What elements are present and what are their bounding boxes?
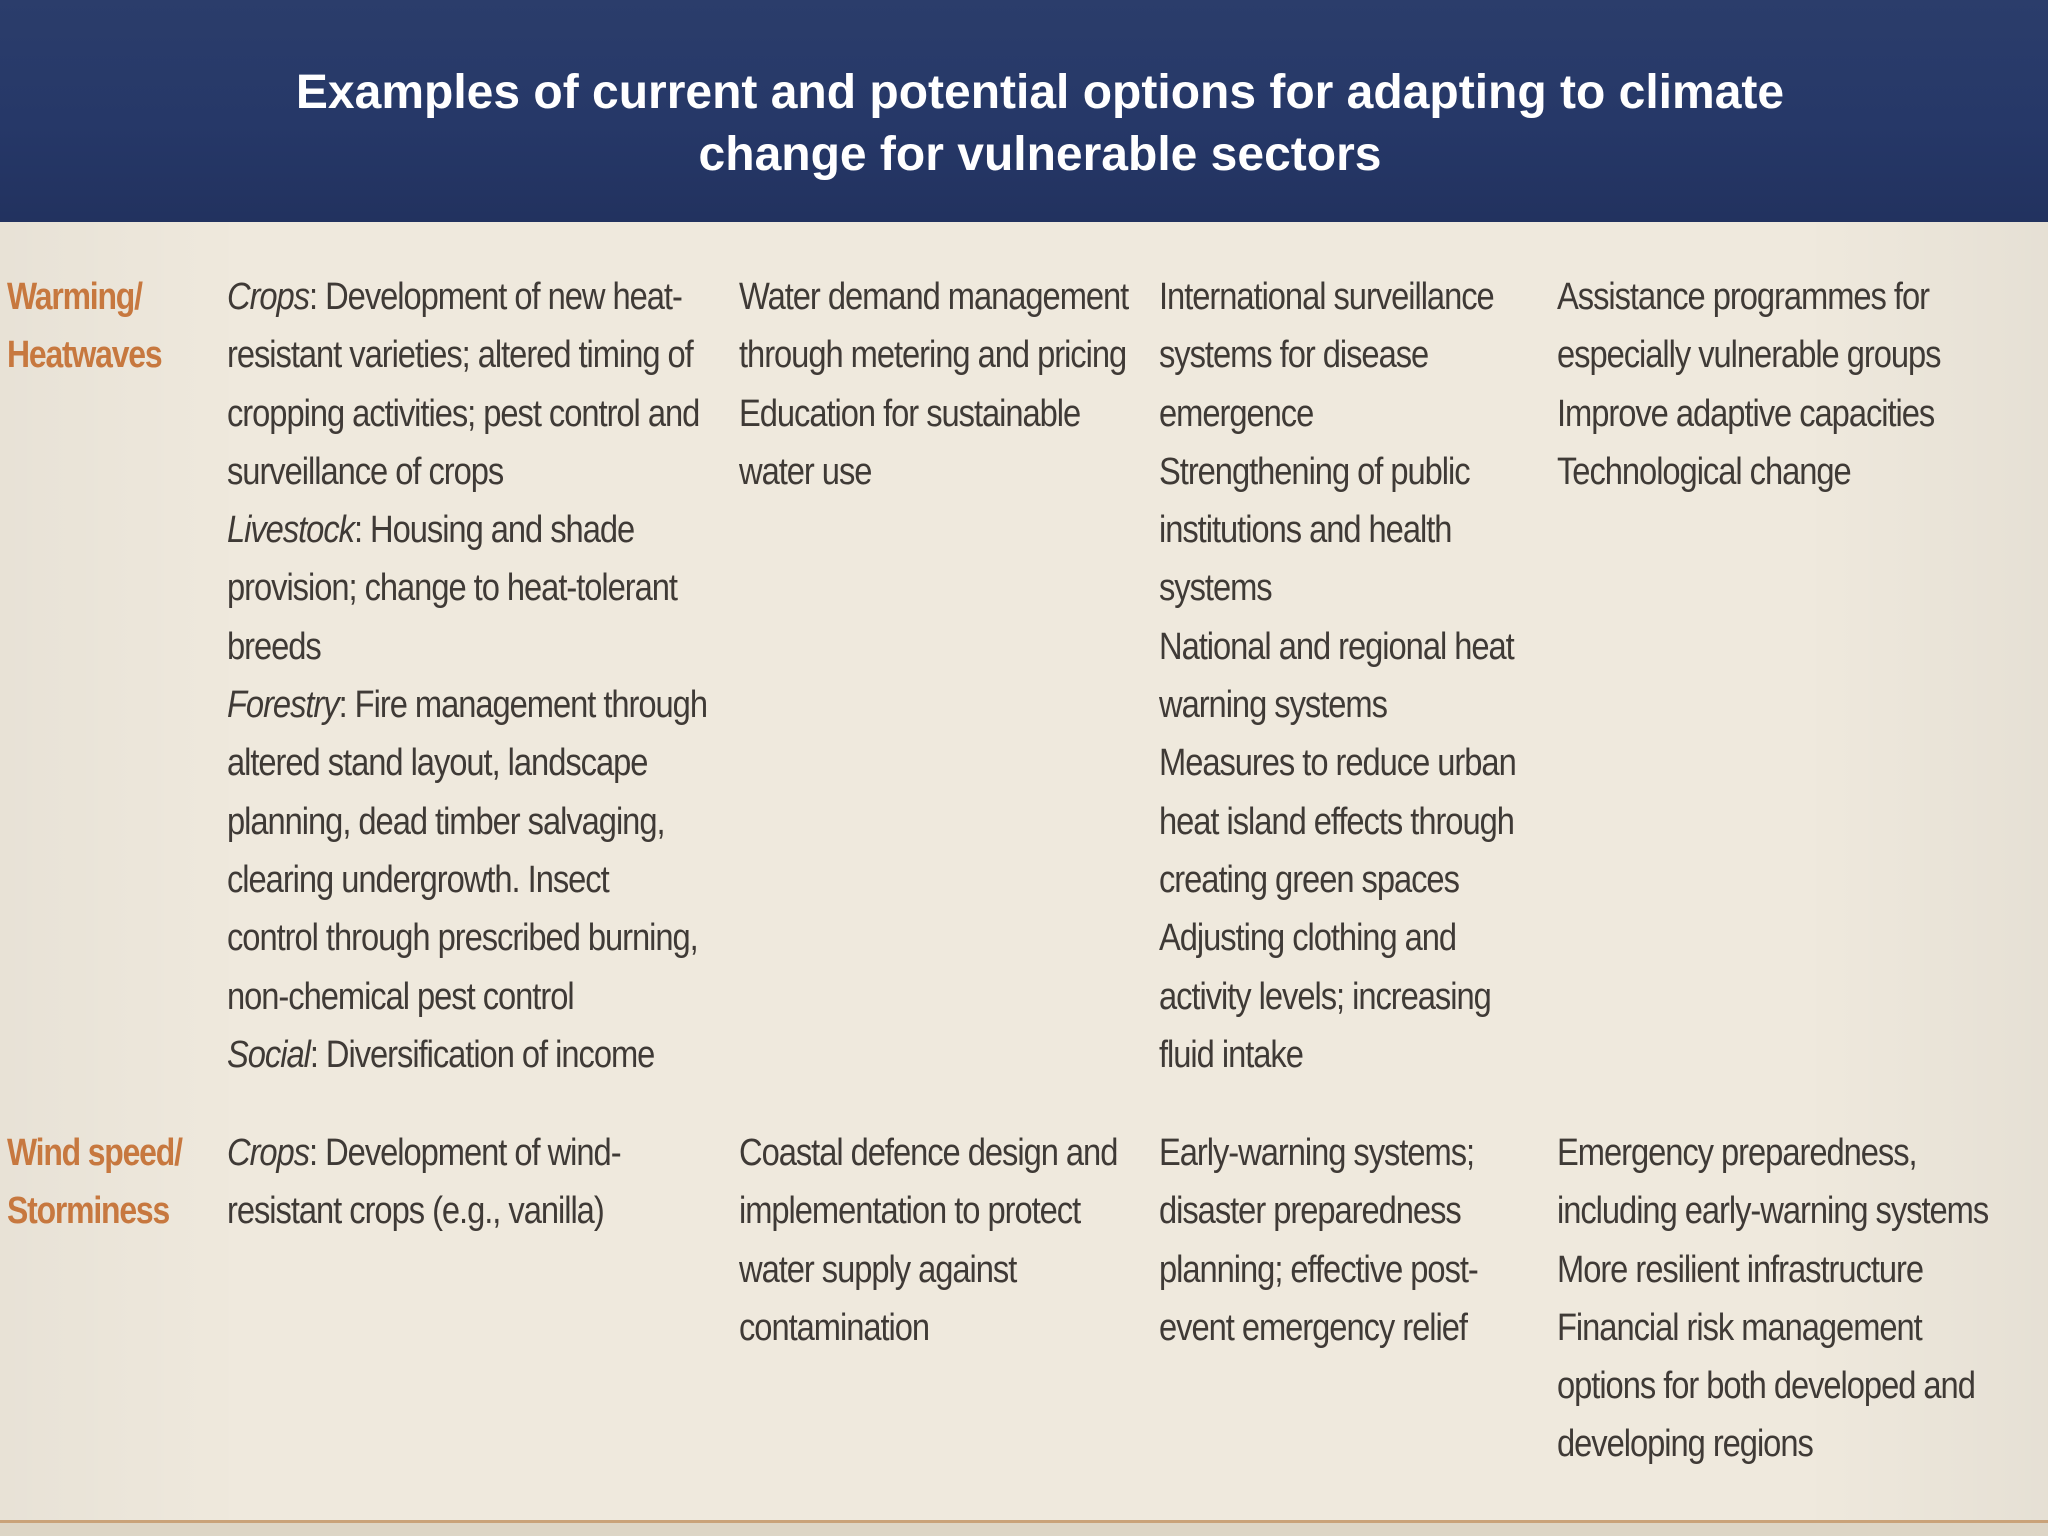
cell-line: creating green spaces [1159,858,1459,901]
cell-line: altered stand layout, landscape [227,742,648,785]
cell-line: planning; effective post- [1159,1248,1478,1291]
cell-line: institutions and health [1159,509,1452,552]
sector-options-cell [227,1124,621,1241]
cell-line: fluid intake [1159,1033,1303,1076]
cell-line: International surveillance [1159,276,1494,318]
sector-name: Crops [227,276,310,318]
cell-line [227,1124,621,1182]
cell-line: Technological change [1557,450,1851,493]
cell-line: contamination [739,1306,930,1349]
cell-line: resistant varieties; altered timing of [227,334,693,377]
sector-name: Forestry [227,684,339,727]
health-options-cell [1159,1124,1478,1357]
industry-options-cell [1557,268,1940,501]
cell-line: control through prescribed burning, [227,917,698,960]
cell-line [227,501,707,559]
cell-text: : Diversification of income [309,1033,655,1076]
row-label-warming [7,268,161,385]
cell-line: Measures to reduce urban [1159,742,1516,785]
cell-line: cropping activities; pest control and [227,392,700,435]
cell-line: resistant crops (e.g., vanilla) [227,1190,604,1233]
cell-line: options for both developed and [1557,1365,1975,1408]
cell-line: implementation to protect [739,1190,1081,1233]
cell-line: water supply against [739,1248,1017,1291]
health-options-cell [1159,268,1516,1084]
water-options-cell [739,1124,1117,1357]
cell-line: Coastal defence design and [739,1132,1118,1174]
cell-line: planning, dead timber salvaging, [227,800,665,843]
cell-line: especially vulnerable groups [1557,334,1941,377]
cell-line: disaster preparedness [1159,1190,1461,1233]
cell-line: developing regions [1557,1423,1813,1466]
cell-text: : Development of wind- [309,1132,621,1174]
cell-line: Adjusting clothing and [1159,917,1457,960]
cell-line: Early-warning systems; [1159,1132,1475,1174]
cell-line: non-chemical pest control [227,975,574,1018]
cell-line: Emergency preparedness, [1557,1132,1917,1174]
cell-line: systems [1159,567,1272,610]
page-bottom-edge [0,1523,2048,1536]
cell-line: Water demand management [739,276,1129,318]
row-label-line: Wind speed/ [7,1132,182,1174]
industry-options-cell [1557,1124,1988,1474]
sector-options-cell [227,268,707,1084]
cell-line: including early-warning systems [1557,1190,1989,1233]
cell-line: event emergency relief [1159,1306,1467,1349]
cell-line: systems for disease [1159,334,1429,377]
sector-name: Crops [227,1132,310,1174]
cell-line: National and regional heat [1159,625,1514,668]
cell-line: provision; change to heat-tolerant [227,567,677,610]
cell-line: warning systems [1159,684,1387,727]
cell-line: Education for sustainable [739,392,1081,435]
row-label-line: Heatwaves [7,334,162,377]
cell-line: More resilient infrastructure [1557,1248,1924,1291]
cell-line: Financial risk management [1557,1306,1922,1349]
title-banner [0,0,2048,222]
cell-line [227,268,707,326]
cell-line: heat island effects through [1159,800,1514,843]
cell-line: Improve adaptive capacities [1557,392,1935,435]
row-label-wind [7,1124,182,1241]
cell-line: surveillance of crops [227,450,504,493]
cell-line: clearing undergrowth. Insect [227,858,609,901]
row-label-line: Storminess [7,1190,170,1233]
page-title: Examples of current and potential options for adapting to climate change for vulnerable sectors [295,66,1785,181]
cell-line: emergence [1159,392,1314,435]
cell-line: Strengthening of public [1159,450,1470,493]
cell-line [227,676,707,734]
sector-name: Social [227,1033,310,1076]
cell-text: : Development of new heat- [309,276,682,318]
cell-line [227,1026,707,1084]
row-label-line: Warming/ [7,276,142,318]
cell-line: through metering and pricing [739,334,1127,377]
cell-text: : Housing and shade [353,509,635,552]
cell-line: Assistance programmes for [1557,276,1929,318]
cell-line: breeds [227,625,321,668]
cell-line: water use [739,450,872,493]
cell-line: activity levels; increasing [1159,975,1491,1018]
water-options-cell [739,268,1128,501]
cell-text: : Fire management through [338,684,707,727]
sector-name: Livestock [227,509,354,552]
